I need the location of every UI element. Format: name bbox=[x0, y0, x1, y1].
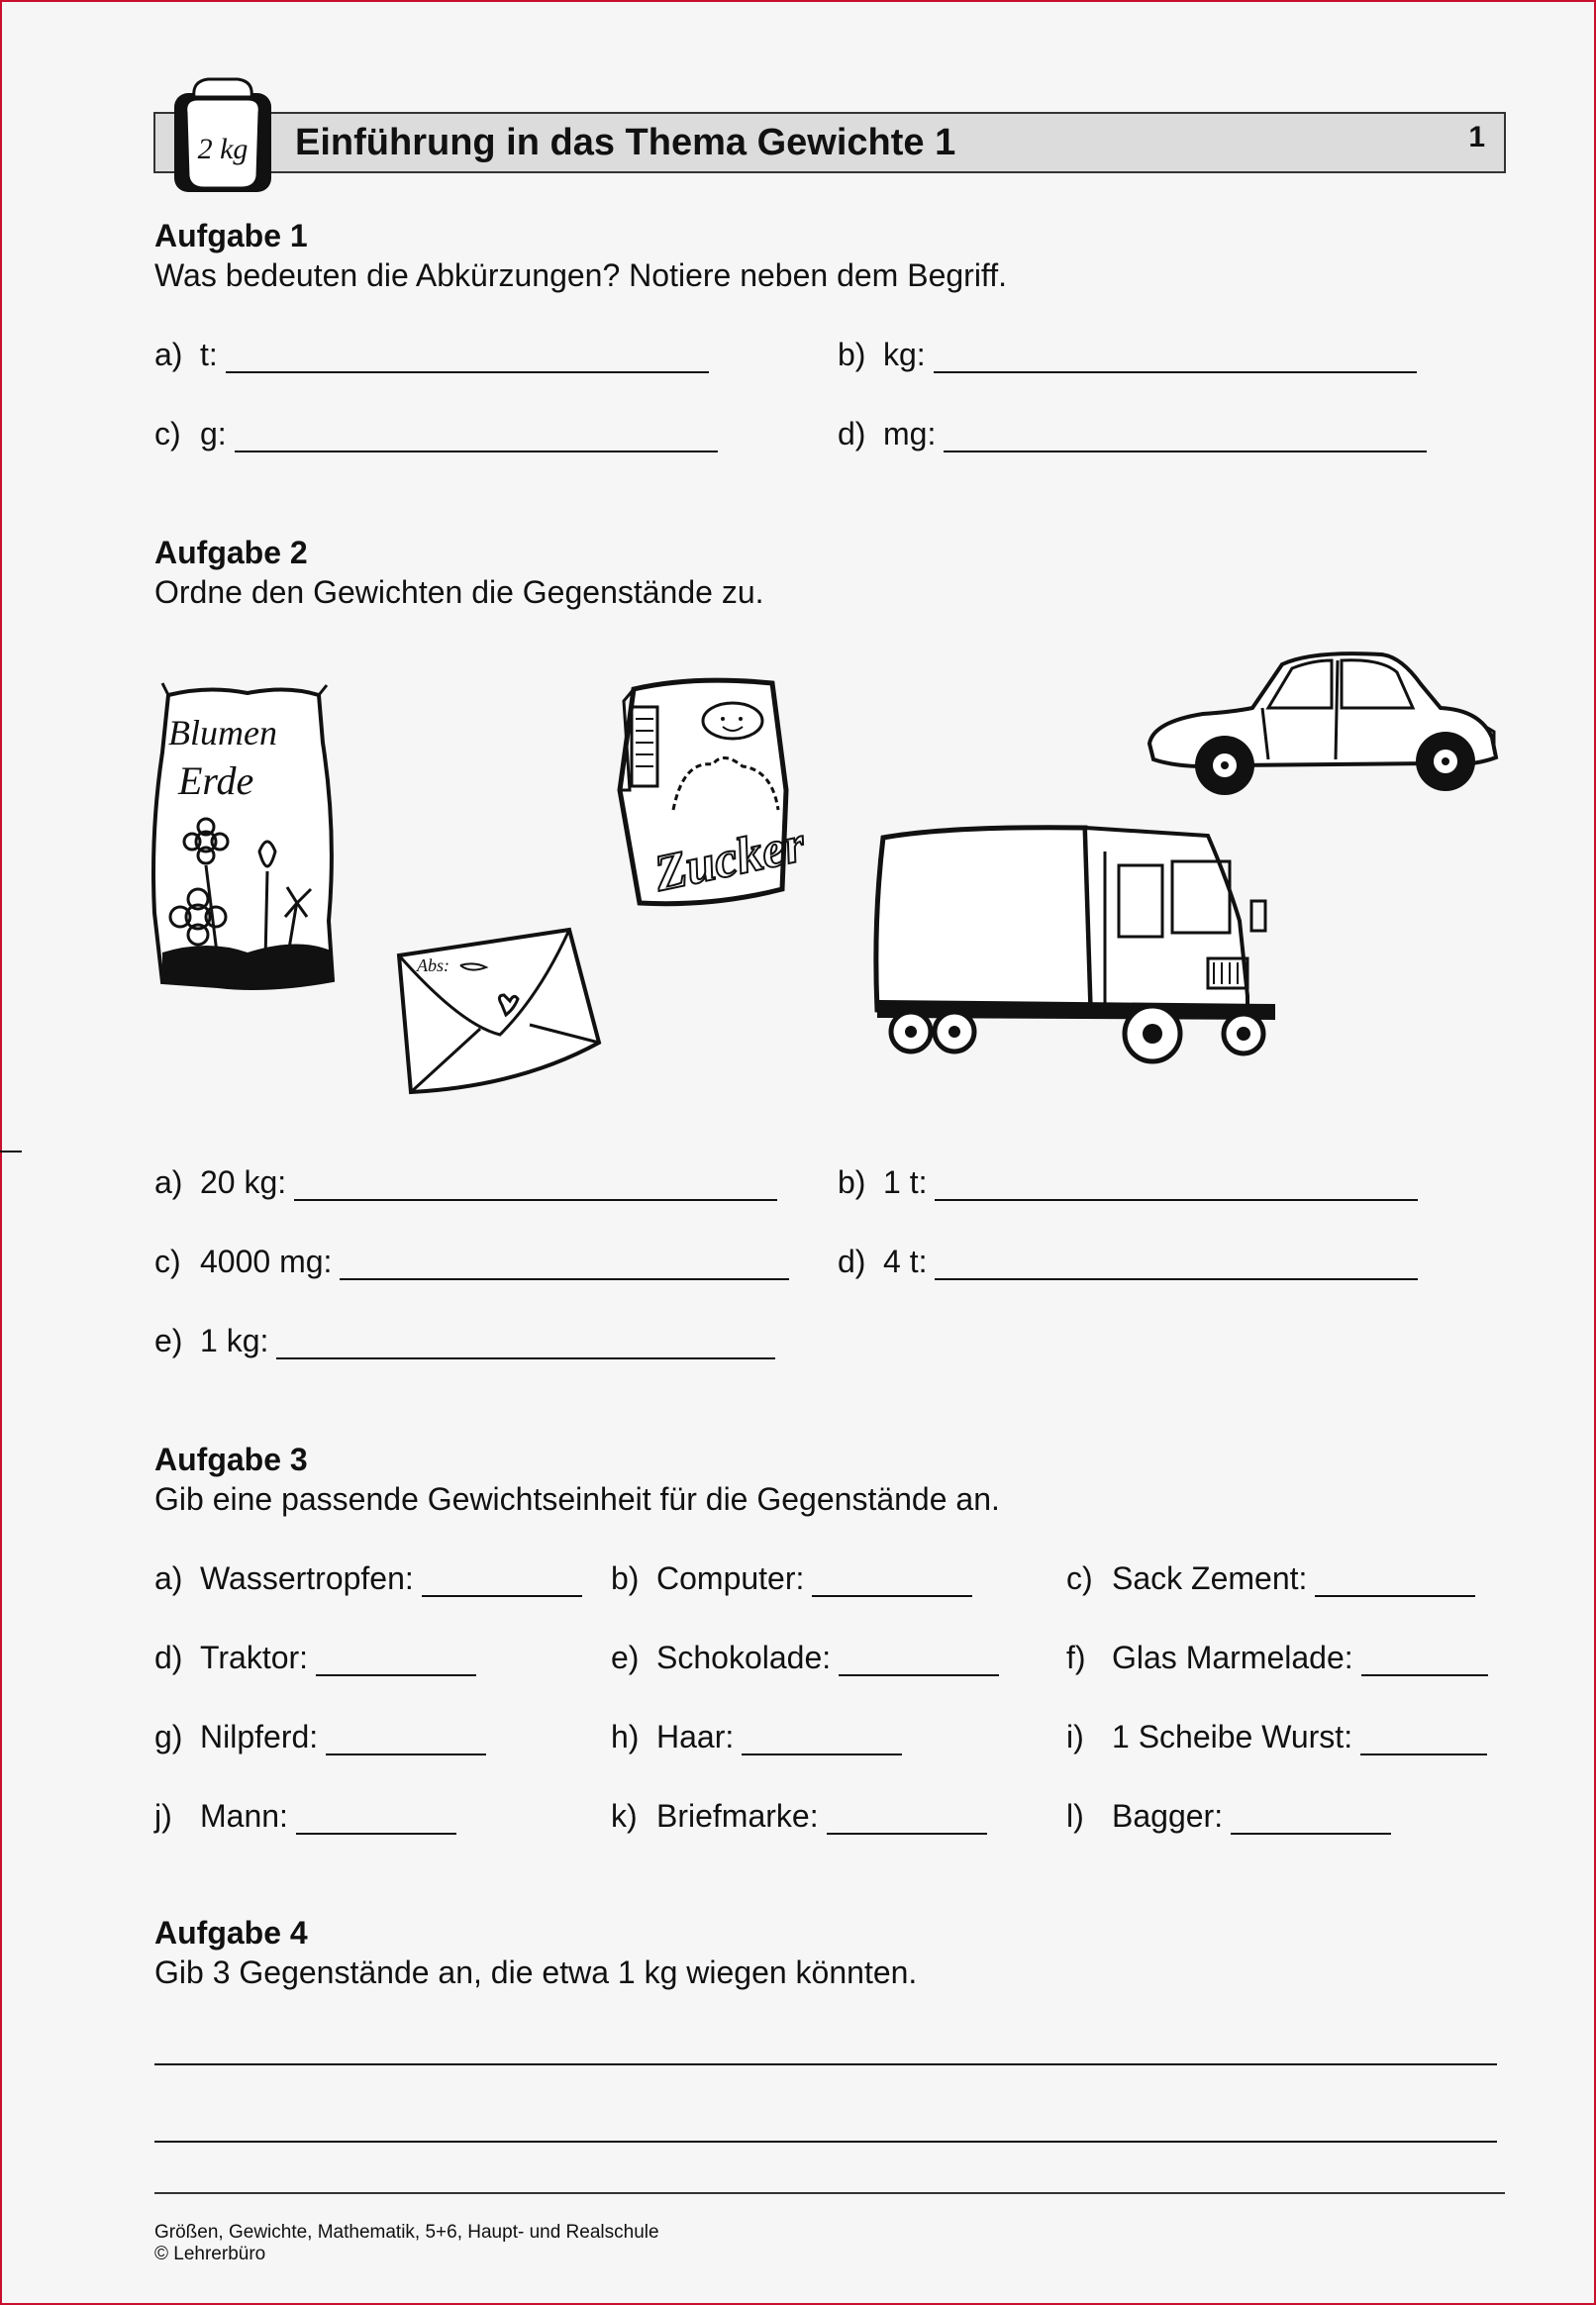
task2-item-e[interactable] bbox=[154, 1323, 775, 1359]
item-label: g: bbox=[200, 416, 227, 451]
task2-instruction: Ordne den Gewichten die Gegenstände zu. bbox=[154, 574, 764, 610]
task1-item-b[interactable] bbox=[838, 337, 1417, 373]
answer-blank[interactable] bbox=[839, 1647, 999, 1676]
answer-blank[interactable] bbox=[934, 344, 1417, 373]
car-illustration bbox=[1144, 649, 1500, 805]
task1-item-c[interactable] bbox=[154, 416, 718, 452]
footer bbox=[154, 2222, 659, 2265]
task3-item-b[interactable] bbox=[611, 1560, 972, 1597]
footer-line-1: Größen, Gewichte, Mathematik, 5+6, Haupt- und Realschule bbox=[154, 2222, 659, 2243]
item-letter: j) bbox=[154, 1798, 172, 1834]
task2-item-d[interactable] bbox=[838, 1244, 1418, 1280]
task1-item-d[interactable] bbox=[838, 416, 1427, 452]
item-letter: l) bbox=[1066, 1798, 1084, 1834]
item-letter: g) bbox=[154, 1719, 183, 1754]
task3-item-d[interactable] bbox=[154, 1640, 476, 1676]
item-label: Sack Zement: bbox=[1112, 1560, 1308, 1596]
item-label: Briefmarke: bbox=[656, 1798, 819, 1834]
item-letter: h) bbox=[611, 1719, 640, 1754]
item-letter: b) bbox=[838, 1164, 866, 1200]
item-label: Glas Marmelade: bbox=[1112, 1640, 1353, 1675]
answer-blank[interactable] bbox=[935, 1251, 1418, 1280]
task2-item-a[interactable] bbox=[154, 1164, 777, 1201]
task4-instruction: Gib 3 Gegenstände an, die etwa 1 kg wiegen könnten. bbox=[154, 1954, 918, 1990]
footer-rule bbox=[154, 2192, 1505, 2194]
item-label: Traktor: bbox=[200, 1640, 309, 1675]
item-label: Schokolade: bbox=[656, 1640, 832, 1675]
task2-item-b[interactable] bbox=[838, 1164, 1418, 1201]
answer-blank[interactable] bbox=[827, 1805, 987, 1835]
answer-blank[interactable] bbox=[1315, 1567, 1475, 1597]
footer-line-2: © Lehrerbüro bbox=[154, 2244, 266, 2264]
task3-item-e[interactable] bbox=[611, 1640, 999, 1676]
item-letter: f) bbox=[1066, 1640, 1086, 1675]
page-title: Einführung in das Thema Gewichte 1 bbox=[295, 122, 956, 163]
item-label: kg: bbox=[883, 337, 926, 372]
answer-blank[interactable] bbox=[1361, 1647, 1488, 1676]
answer-blank[interactable] bbox=[340, 1251, 789, 1280]
item-letter: e) bbox=[154, 1323, 183, 1358]
answer-line-1[interactable] bbox=[154, 2063, 1497, 2065]
item-letter: c) bbox=[154, 1244, 181, 1279]
answer-blank[interactable] bbox=[316, 1647, 476, 1676]
task1-item-a[interactable] bbox=[154, 337, 709, 373]
item-label: Bagger: bbox=[1112, 1798, 1224, 1834]
task1-instruction: Was bedeuten die Abkürzungen? Notiere neben dem Begriff. bbox=[154, 257, 1008, 293]
item-label: t: bbox=[200, 337, 218, 372]
answer-blank[interactable] bbox=[1360, 1726, 1487, 1755]
item-letter: c) bbox=[1066, 1560, 1093, 1596]
answer-blank[interactable] bbox=[422, 1567, 582, 1597]
answer-blank[interactable] bbox=[944, 423, 1427, 452]
answer-line-2[interactable] bbox=[154, 2141, 1497, 2143]
item-label: mg: bbox=[883, 416, 937, 451]
answer-blank[interactable] bbox=[226, 344, 709, 373]
truck-illustration bbox=[871, 822, 1279, 1064]
answer-blank[interactable] bbox=[812, 1567, 972, 1597]
item-label: 4 t: bbox=[883, 1244, 928, 1279]
item-label: 1 kg: bbox=[200, 1323, 269, 1358]
answer-blank[interactable] bbox=[276, 1330, 775, 1359]
item-label: 20 kg: bbox=[200, 1164, 287, 1200]
task3-item-g[interactable] bbox=[154, 1719, 486, 1755]
soil-bag-text-2: Erde bbox=[178, 758, 254, 803]
answer-blank[interactable] bbox=[326, 1726, 486, 1755]
task3-instruction: Gib eine passende Gewichtseinheit für die Gegenstände an. bbox=[154, 1481, 1000, 1517]
task2-heading: Aufgabe 2 bbox=[154, 535, 308, 570]
item-label: 1 Scheibe Wurst: bbox=[1112, 1719, 1353, 1754]
envelope-illustration bbox=[391, 926, 604, 1094]
item-letter: d) bbox=[154, 1640, 183, 1675]
task3-item-i[interactable] bbox=[1066, 1719, 1487, 1755]
soil-bag-illustration bbox=[149, 683, 337, 995]
item-letter: c) bbox=[154, 416, 181, 451]
envelope-text: Abs: bbox=[417, 955, 449, 975]
task1-heading: Aufgabe 1 bbox=[154, 218, 308, 253]
margin-tick bbox=[0, 1151, 22, 1152]
answer-blank[interactable] bbox=[742, 1726, 902, 1755]
item-label: Wassertropfen: bbox=[200, 1560, 414, 1596]
item-letter: b) bbox=[611, 1560, 640, 1596]
item-label: Haar: bbox=[656, 1719, 735, 1754]
item-label: 1 t: bbox=[883, 1164, 928, 1200]
weight-icon-label: 2 kg bbox=[197, 133, 249, 165]
page-number: 1 bbox=[1468, 121, 1485, 153]
item-letter: d) bbox=[838, 1244, 866, 1279]
item-letter: a) bbox=[154, 1560, 183, 1596]
item-letter: e) bbox=[611, 1640, 640, 1675]
task3-item-h[interactable] bbox=[611, 1719, 902, 1755]
answer-blank[interactable] bbox=[296, 1805, 456, 1835]
answer-blank[interactable] bbox=[1231, 1805, 1391, 1835]
task3-heading: Aufgabe 3 bbox=[154, 1442, 308, 1477]
item-label: 4000 mg: bbox=[200, 1244, 333, 1279]
task3-item-f[interactable] bbox=[1066, 1640, 1488, 1676]
answer-blank[interactable] bbox=[235, 423, 718, 452]
task3-item-k[interactable] bbox=[611, 1798, 987, 1835]
item-label: Nilpferd: bbox=[200, 1719, 319, 1754]
task4-heading: Aufgabe 4 bbox=[154, 1915, 308, 1951]
item-letter: i) bbox=[1066, 1719, 1084, 1754]
item-letter: k) bbox=[611, 1798, 638, 1834]
sugar-box-illustration bbox=[614, 671, 810, 914]
task3-item-j[interactable] bbox=[154, 1798, 456, 1835]
answer-blank[interactable] bbox=[294, 1171, 777, 1201]
item-label: Mann: bbox=[200, 1798, 288, 1834]
task3-item-l[interactable] bbox=[1066, 1798, 1391, 1835]
soil-bag-text-1: Blumen bbox=[168, 713, 277, 752]
item-letter: b) bbox=[838, 337, 866, 372]
task3-item-c[interactable] bbox=[1066, 1560, 1475, 1597]
answer-blank[interactable] bbox=[935, 1171, 1418, 1201]
item-letter: a) bbox=[154, 1164, 183, 1200]
weight-2kg-icon bbox=[168, 73, 277, 194]
task2-item-c[interactable] bbox=[154, 1244, 789, 1280]
task3-item-a[interactable] bbox=[154, 1560, 582, 1597]
item-letter: a) bbox=[154, 337, 183, 372]
item-label: Computer: bbox=[656, 1560, 805, 1596]
sugar-box-text: Zucker bbox=[649, 816, 810, 903]
item-letter: d) bbox=[838, 416, 866, 451]
